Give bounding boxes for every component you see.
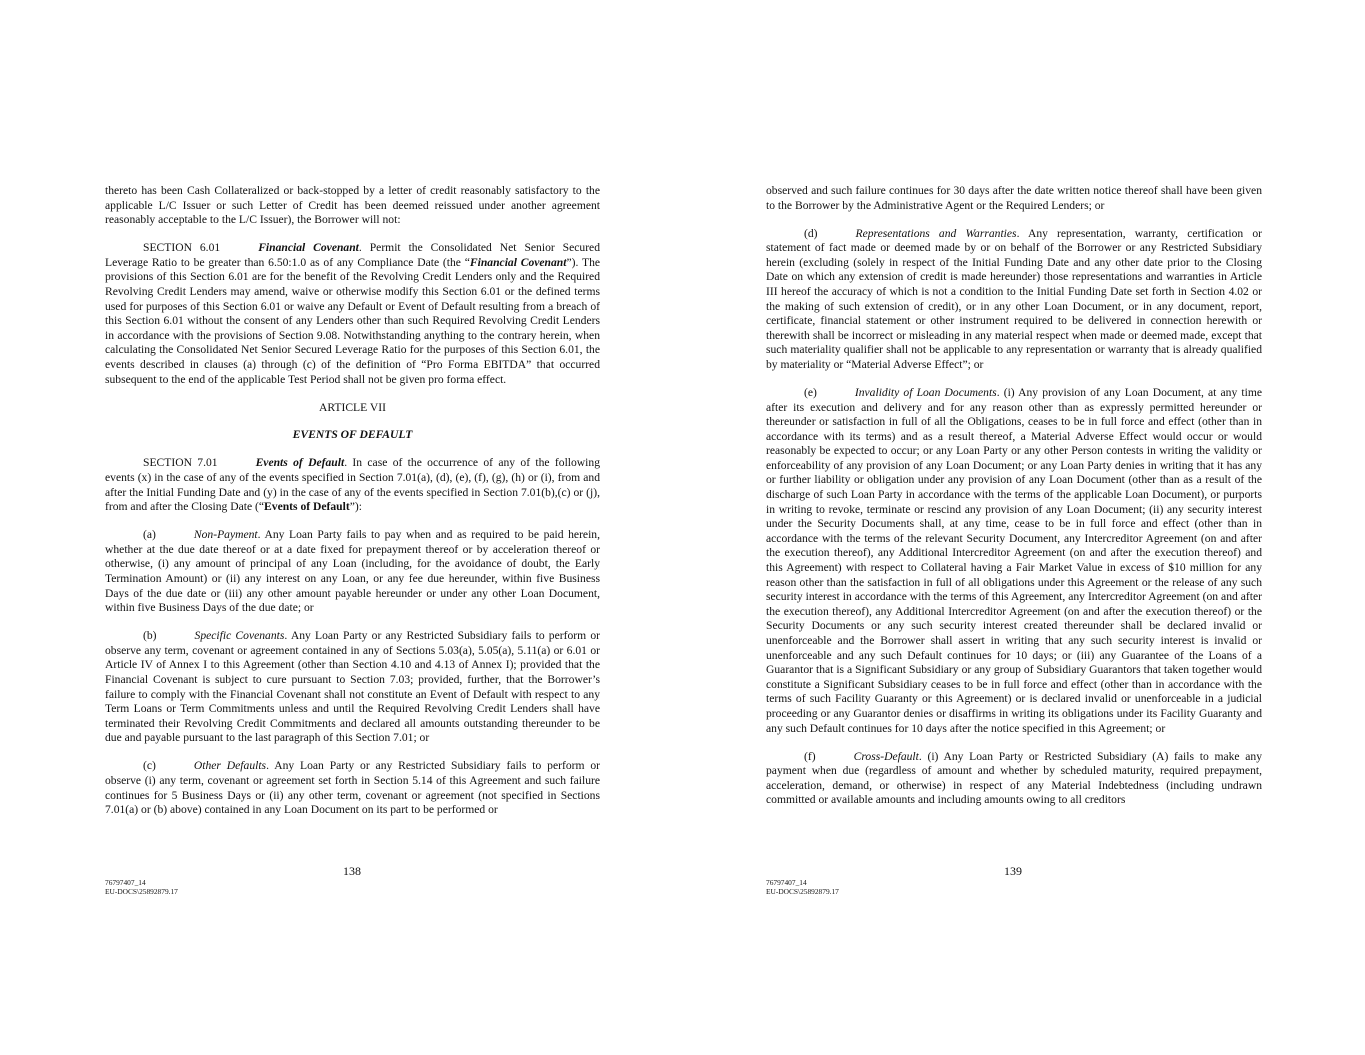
paragraph-continuation: observed and such failure continues for 30 days after the date written notice thereof shall have been given to the Borrower by the Administrative Agent or the Required Lenders; or [766, 184, 1262, 212]
clause-label: (a) [143, 528, 156, 542]
footer-doc-id: 76797407_14 [105, 878, 146, 887]
clause-label: (e) [804, 385, 817, 399]
page-number: 138 [343, 864, 361, 878]
clause-heading: Invalidity of Loan Documents [854, 385, 997, 399]
defined-term: Events of Default [264, 500, 350, 514]
footer-doc-ref: EU-DOCS\25892879.17 [766, 887, 839, 896]
section-label: SECTION 7.01 [143, 456, 218, 470]
section-heading: Financial Covenant [258, 241, 359, 255]
clause-label: (b) [143, 629, 157, 643]
page-138 [0, 0, 682, 1055]
clause-f-cross-default: (f) Cross-Default. (i) Any Loan Party or Restricted Subsidiary (A) fails to make any payment when due (regardless of amount and whether by scheduled maturity, required prepayment, acceleration, demand, or otherwise) in respect of any Material Indebtedness (including undrawn committed or available amounts and including amounts owing to all creditors [766, 749, 1262, 807]
clause-heading: Representations and Warranties [855, 226, 1017, 240]
clause-heading: Other Defaults [193, 759, 267, 773]
document-footer [766, 878, 839, 896]
page-body [105, 184, 600, 831]
defined-term: Financial Covenant [469, 255, 567, 269]
clause-heading: Non-Payment [193, 528, 258, 542]
clause-heading: Cross-Default [853, 749, 919, 763]
page-139 [683, 0, 1365, 1055]
clause-e-invalidity: (e) Invalidity of Loan Documents. (i) Any provision of any Loan Document, at any time after its execution and delivery and for any reason other than as expressly permitted hereunder or thereunder or satisfaction in full of all the Obligations, ceases to be in full force and effect (other than in accordance with its terms) and as a result thereof, a Material Adverse Effect would occur or would reasonably be expected to occur; or any Loan Party or any other Person contests in writing the validity or enforceability of any provision of any Loan Document; or any Loan Party denies in writing that it has any or further liability or obligation under any provision of any Loan Document (other than as a result of the discharge of such Loan Party in accordance with the terms of the applicable Loan Document), or purports in writing to revoke, terminate or rescind any provision of any Loan Document; (ii) any security interest under the Security Documents shall, at any time, cease to be in full force and effect (other than in accordance with the terms of the relevant Security Document, any Intercreditor Agreement (on and after the execution thereof), any Additional Intercreditor Agreement (on and after the execution thereof) and this Agreement) with respect to Collateral having a Fair Market Value in excess of $10 million for any reason other than the satisfaction in full of all obligations under this Agreement or the release of any such security interest in accordance with the terms of this Agreement, any Intercreditor Agreement (on and after the execution thereof), any Additional Intercreditor Agreement (on and after the execution thereof) or the Security Documents or any such security interest created thereunder shall be declared invalid or unenforceable and the Borrower shall assert in writing that any such security interest is invalid or unenforceable and any such Default continues for 10 days; or (iii) any Guarantee of the Loans of a Guarantor that is a Significant Subsidiary or any group of Subsidiary Guarantors that taken together would constitute a Significant Subsidiary ceases to be in full force and effect (other than in accordance with the terms of such Facility Guaranty or this Agreement) or is declared invalid or unenforceable in a judicial proceeding or any Guarantor denies or disaffirms in writing its obligations under its Facility Guaranty and any such Default continues for 10 days after the notice specified in this Agreement; or [766, 385, 1262, 735]
clause-c-other-defaults: (c) Other Defaults. Any Loan Party or any Restricted Subsidiary fails to perform or observe (i) any term, covenant or agreement set forth in Section 5.14 of this Agreement and such failure continues for 5 Business Days or (ii) any other term, covenant or agreement (not specified in Sections 7.01(a) or (b) above) contained in any Loan Document on its part to be performed or [105, 759, 601, 817]
footer-doc-id: 76797407_14 [766, 878, 807, 887]
section-label: SECTION 6.01 [143, 241, 221, 255]
clause-a-non-payment: (a) Non-Payment. Any Loan Party fails to pay when and as required to be paid herein, whether at the due date thereof or at a date fixed for prepayment thereof or by acceleration thereof or otherwise, (i) any amount of principal of any Loan (including, for the avoidance of doubt, the Early Termination Amount) or (ii) any interest on any Loan, or any fee due hereunder, within five Business Days of the due date or (iii) any other amount payable hereunder or under any other Loan Document, within five Business Days of the due date; or [105, 528, 600, 615]
section-6-01: SECTION 6.01 Financial Covenant. Permit the Consolidated Net Senior Secured Leverage Ratio to be greater than 6.50:1.0 as of any Compliance Date (the “Financial Covenant”). The provisions of this Section 6.01 are for the benefit of the Revolving Credit Lenders only and the Required Revolving Credit Lenders may amend, waive or otherwise modify this Section 6.01 or the defined terms used for purposes of this Section 6.01 or waive any Default or Event of Default resulting from a breach of this Section 6.01 without the consent of any Lenders other than such Required Revolving Credit Lenders in accordance with the provisions of Section 9.08. Notwithstanding anything to the contrary herein, when calculating the Consolidated Net Senior Secured Leverage Ratio for the purposes of this Section 6.01, the events described in clauses (a) through (c) of the definition of “Pro Forma EBITDA” that occurred subsequent to the end of the applicable Test Period shall not be given pro forma effect. [105, 241, 601, 386]
section-7-01: SECTION 7.01 Events of Default. In case of the occurrence of any of the following events (x) in the case of any of the events specified in Section 7.01(a), (d), (e), (f), (g), (h) or (i), from and after the Initial Funding Date and (y) in the case of any of the events specified in Section 7.01(b),(c) or (j), from and after the Closing Date (“Events of Default”): [105, 456, 600, 514]
clause-label: (d) [804, 226, 818, 240]
section-heading: Events of Default [255, 456, 345, 470]
article-number: ARTICLE VII [318, 400, 387, 414]
page-body [766, 184, 1262, 821]
clause-b-specific-covenants: (b) Specific Covenants. Any Loan Party or any Restricted Subsidiary fails to perform or observe any term, covenant or agreement contained in any of Sections 5.03(a), 5.05(a), 5.11(a) or 6.01 or Article IV of Annex I to this Agreement (other than Section 4.10 and 4.13 of Annex I); provided that the Financial Covenant is subject to cure pursuant to Section 7.03; provided, further, that the Borrower’s failure to comply with the Financial Covenant shall not constitute an Event of Default with respect to any Term Loans or Term Commitments unless and until the Required Revolving Credit Lenders shall have terminated their Revolving Credit Commitments and declared all amounts outstanding thereunder to be due and payable pursuant to the last paragraph of this Section 7.01; or [105, 629, 601, 745]
footer-doc-ref: EU-DOCS\25892879.17 [105, 887, 178, 896]
clause-label: (f) [804, 749, 816, 763]
document-footer [105, 878, 178, 896]
paragraph-continuation: thereto has been Cash Collateralized or back-stopped by a letter of credit reasonably satisfactory to the applicable L/C Issuer or such Letter of Credit has been deemed reissued under another agreement reasonably acceptable to the L/C Issuer), the Borrower will not: [105, 184, 600, 227]
clause-heading: Specific Covenants [194, 629, 285, 643]
article-title: EVENTS OF DEFAULT [292, 428, 413, 442]
clause-d-representations: (d) Representations and Warranties. Any representation, warranty, certification or statement of fact made or deemed made by or on behalf of the Borrower or any Restricted Subsidiary herein (excluding (solely in respect of the Initial Funding Date and any other date prior to the Closing Date on which any extension of credit is made hereunder) those representations and warranties in Article III hereof the accuracy of which is not a condition to the Initial Funding Date set forth in Section 4.02 or the making of such extension of credit), or in any other Loan Document, or in any document, report, certificate, financial statement or other instrument required to be delivered in connection herewith or therewith shall be incorrect or misleading in any material respect when made or deemed made, except that such materiality qualifier shall not be applicable to any representation or warranty that is already qualified by materiality or “Material Adverse Effect”; or [766, 226, 1262, 371]
clause-label: (c) [143, 759, 156, 773]
page-number: 139 [1004, 864, 1022, 878]
